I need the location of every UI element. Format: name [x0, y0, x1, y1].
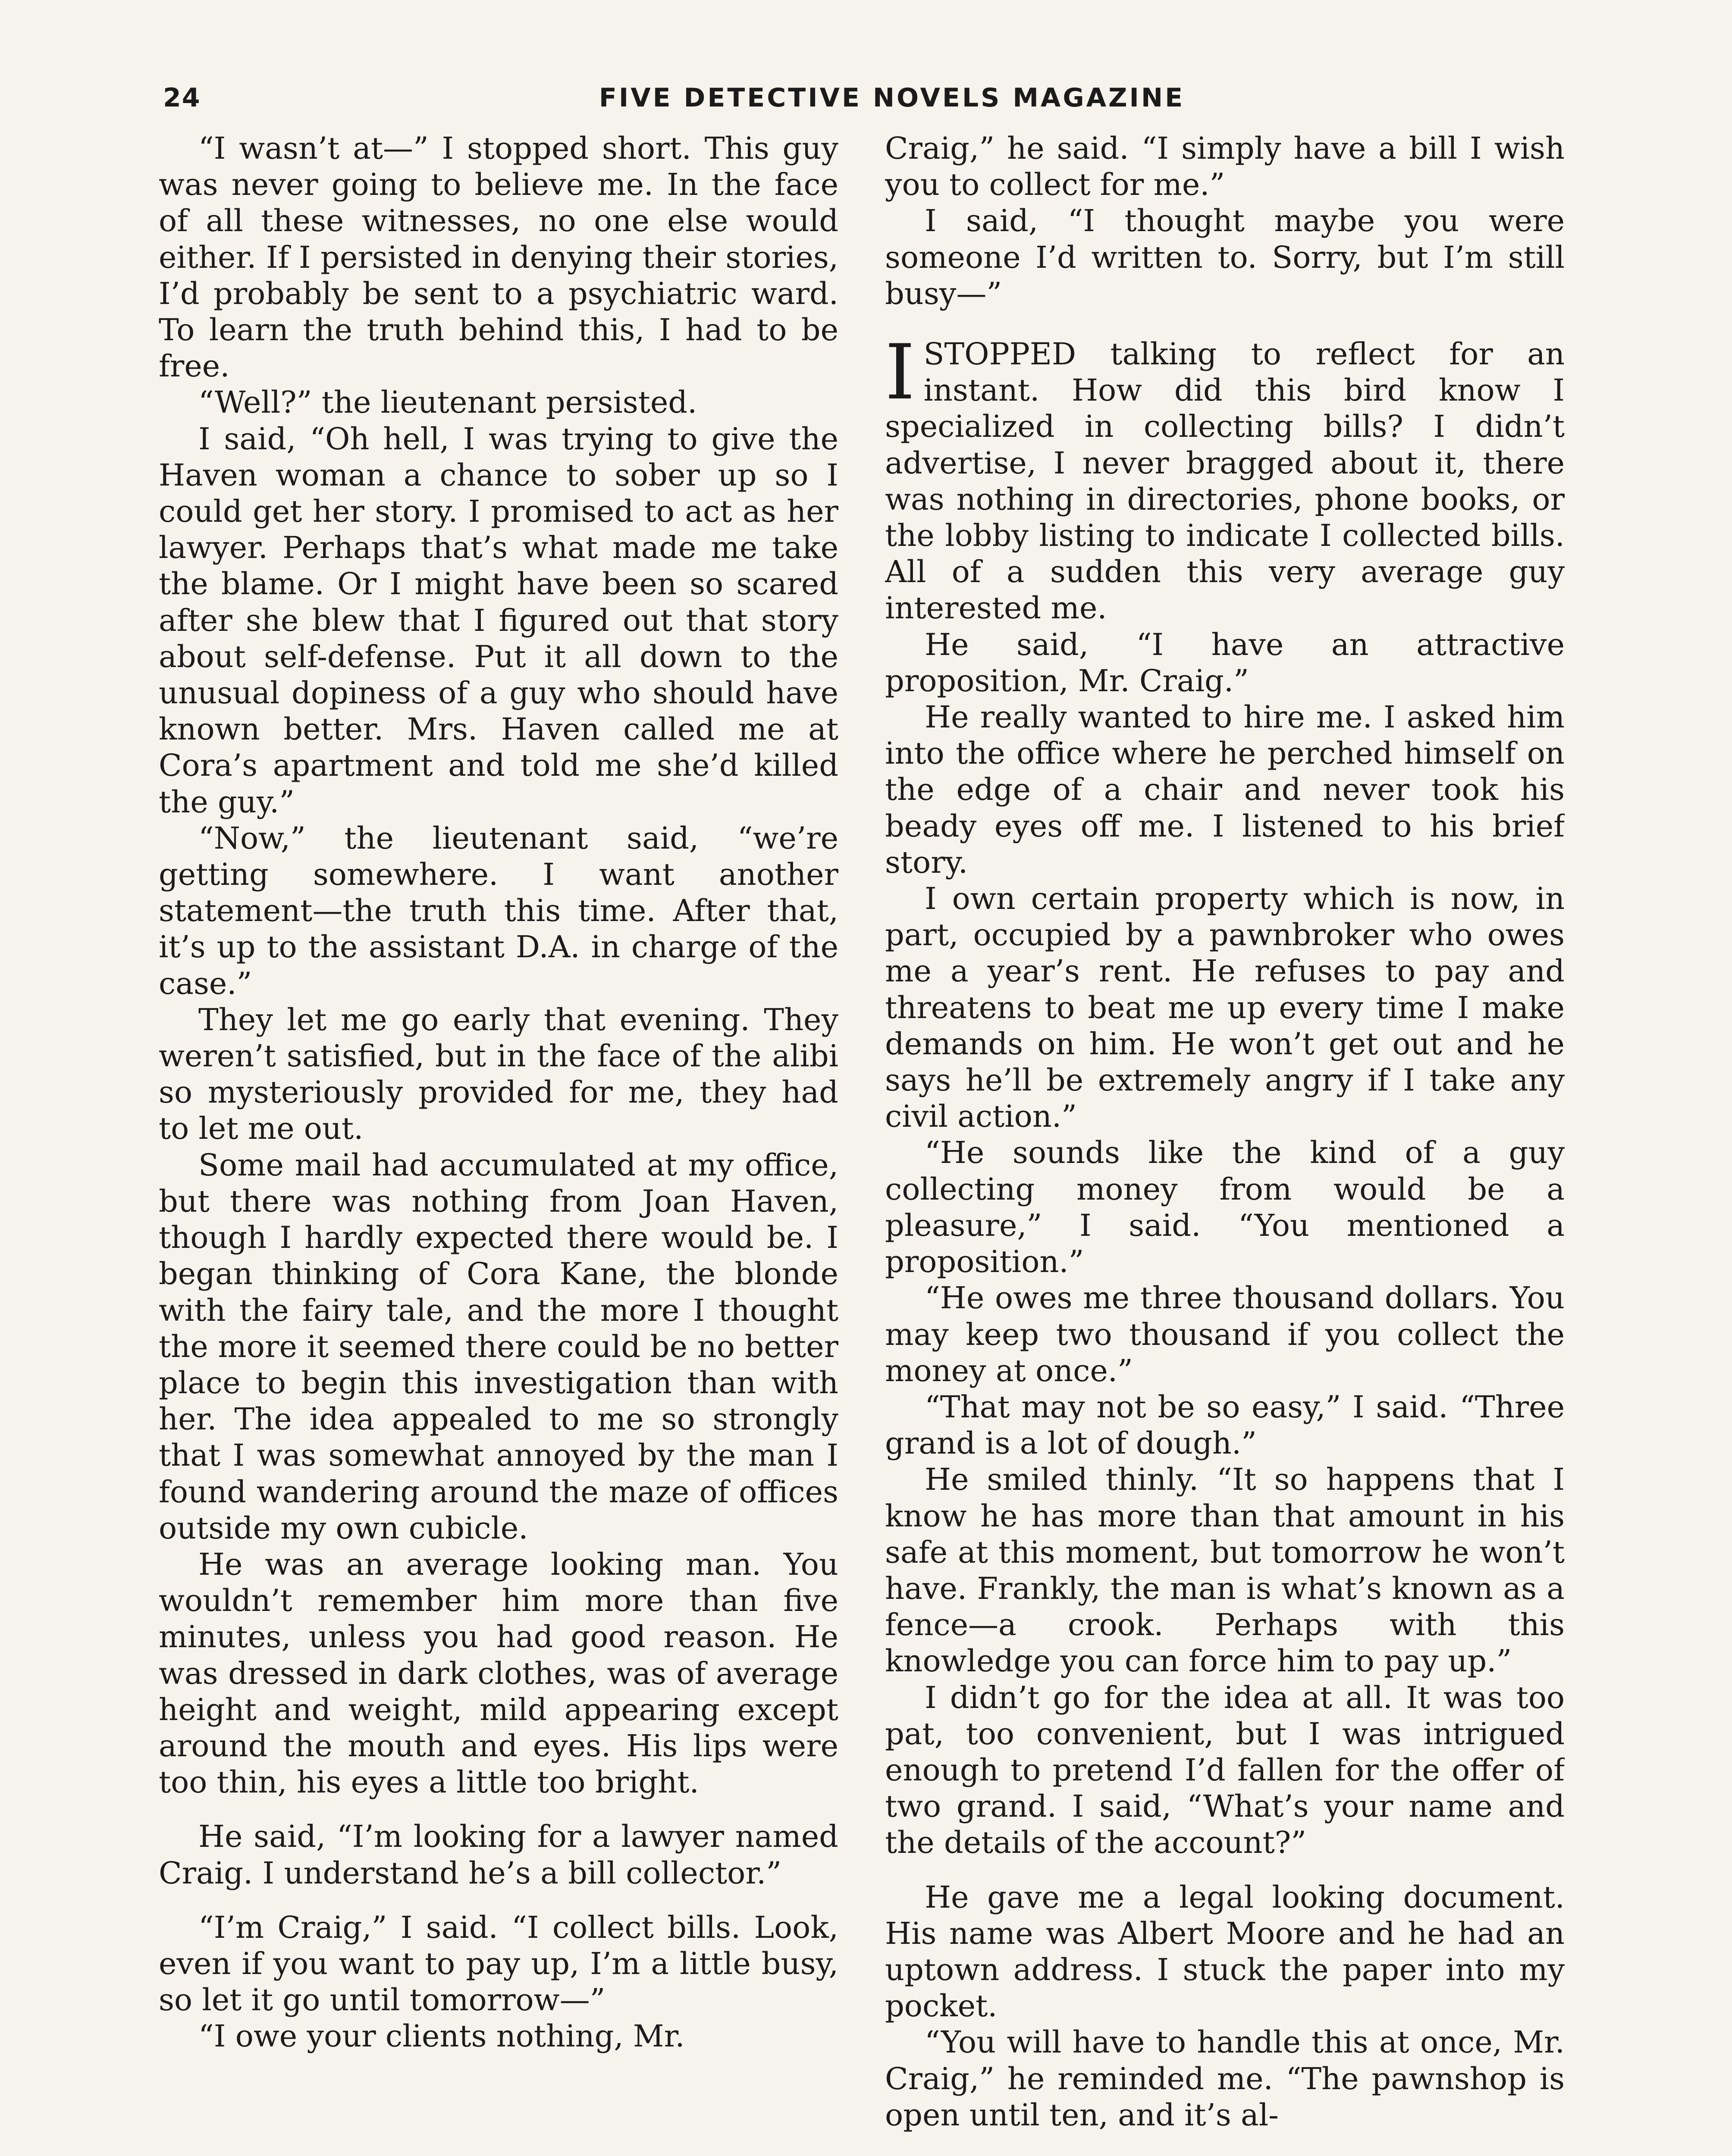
paragraph: “I’m Craig,” I said. “I collect bills. Look, even if you want to pay up, I’m a little busy, so let it go until tomorrow—” [159, 1909, 838, 2018]
paragraph: He smiled thinly. “It so happens that I know he has more than that amount in his safe at this moment, but tomorrow he won’t have. Frankly, the man is what’s known as a fence—a crook. Perhaps with this knowledge you can force him to pay up.” [885, 1462, 1565, 1679]
continued-paragraph: Craig,” he said. “I simply have a bill I wish you to collect for me.” [885, 131, 1565, 203]
paragraph: “You will have to handle this at once, Mr. Craig,” he reminded me. “The pawnshop is open until ten, and it’s al- [885, 2024, 1565, 2133]
page-number: 24 [163, 83, 201, 113]
paragraph: “I wasn’t at—” I stopped short. This guy was never going to believe me. In the face of all these witnesses, no one else would either. If I persisted in denying their stories, I’d probably be sent to a psychiatric ward. To learn the truth behind this, I had to be free. [159, 131, 838, 384]
paragraph: He really wanted to hire me. I asked him into the office where he perched himself on the edge of a chair and never took his beady eyes off me. I listened to his brief story. [885, 699, 1565, 880]
paragraph: “I owe your clients nothing, Mr. [198, 2018, 685, 2054]
paragraph: He was an average looking man. You wouldn’t remember him more than five minutes, unless you had good reason. He was dressed in dark clothes, was of average height and weight, mild appearing except around the mouth and eyes. His lips were too thin, his eyes a little too bright. [159, 1546, 838, 1800]
paragraph: “He owes me three thousand dollars. You may keep two thousand if you collect the money at once.” [885, 1280, 1565, 1388]
paragraph: I said, “I thought maybe you were someone I’d written to. Sorry, but I’m still busy—” [885, 203, 1565, 311]
left-column [159, 130, 838, 2156]
paragraph: “Well?” the lieutenant persisted. [198, 385, 697, 420]
drop-cap-text: STOPPED talking to reflect for an instant. How did this bird know I specialized in collecting bills? I didn’t advertise, I never bragged about it, there was nothing in directories, phone books, or the lobby listing to indicate I collected bills. All of a sudden this very average guy interested me. [885, 336, 1565, 626]
paragraph: I own certain property which is now, in part, occupied by a pawnbroker who owes me a year’s rent. He refuses to pay and threatens to beat me up every time I make demands on him. He won’t get out and he says he’ll be extremely angry if I take any civil action.” [885, 881, 1565, 1134]
paragraph: They let me go early that evening. They weren’t satisfied, but in the face of the alibi so mysteriously provided for me, they had to let me out. [159, 1002, 838, 1147]
paragraph: Some mail had accumulated at my office, but there was nothing from Joan Haven, though I hardly expected there would be. I began thinking of Cora Kane, the blonde with the fairy tale, and the more I thought the more it seemed there could be no better place to begin this investigation than with her. The idea appealed to me so strongly that I was somewhat annoyed by the man I found wandering around the maze of offices outside my own cubicle. [159, 1147, 838, 1546]
paragraph: “Now,” the lieutenant said, “we’re getting somewhere. I want another statement—the truth this time. After that, it’s up to the assistant D.A. in charge of the case.” [159, 820, 838, 1001]
paragraph: “He sounds like the kind of a guy collecting money from would be a pleasure,” I said. “You mentioned a proposition.” [885, 1135, 1565, 1280]
drop-cap: I [885, 328, 915, 417]
running-head: FIVE DETECTIVE NOVELS MAGAZINE [599, 83, 1185, 113]
paragraph: I said, “Oh hell, I was trying to give the Haven woman a chance to sober up so I could get her story. I promised to act as her lawyer. Perhaps that’s what made me take the blame. Or I might have been so scared after she blew that I figured out that story about self-defense. Put it all down to the unusual dopiness of a guy who should have known better. Mrs. Haven called me at Cora’s apartment and told me she’d killed the guy.” [159, 421, 838, 820]
paragraph: He gave me a legal looking document. His name was Albert Moore and he had an uptown address. I stuck the paper into my pocket. [885, 1879, 1565, 2024]
paragraph: “That may not be so easy,” I said. “Three grand is a lot of dough.” [885, 1389, 1565, 1461]
section-opening-paragraph [885, 328, 1565, 627]
right-column [885, 130, 1565, 2156]
paragraph: He said, “I have an attractive proposition, Mr. Craig.” [885, 627, 1565, 699]
paragraph: He said, “I’m looking for a lawyer named Craig. I understand he’s a bill collector.” [159, 1819, 838, 1891]
paragraph: I didn’t go for the idea at all. It was too pat, too convenient, but I was intrigued enough to pretend I’d fallen for the offer of two grand. I said, “What’s your name and the details of the account?” [885, 1680, 1565, 1861]
